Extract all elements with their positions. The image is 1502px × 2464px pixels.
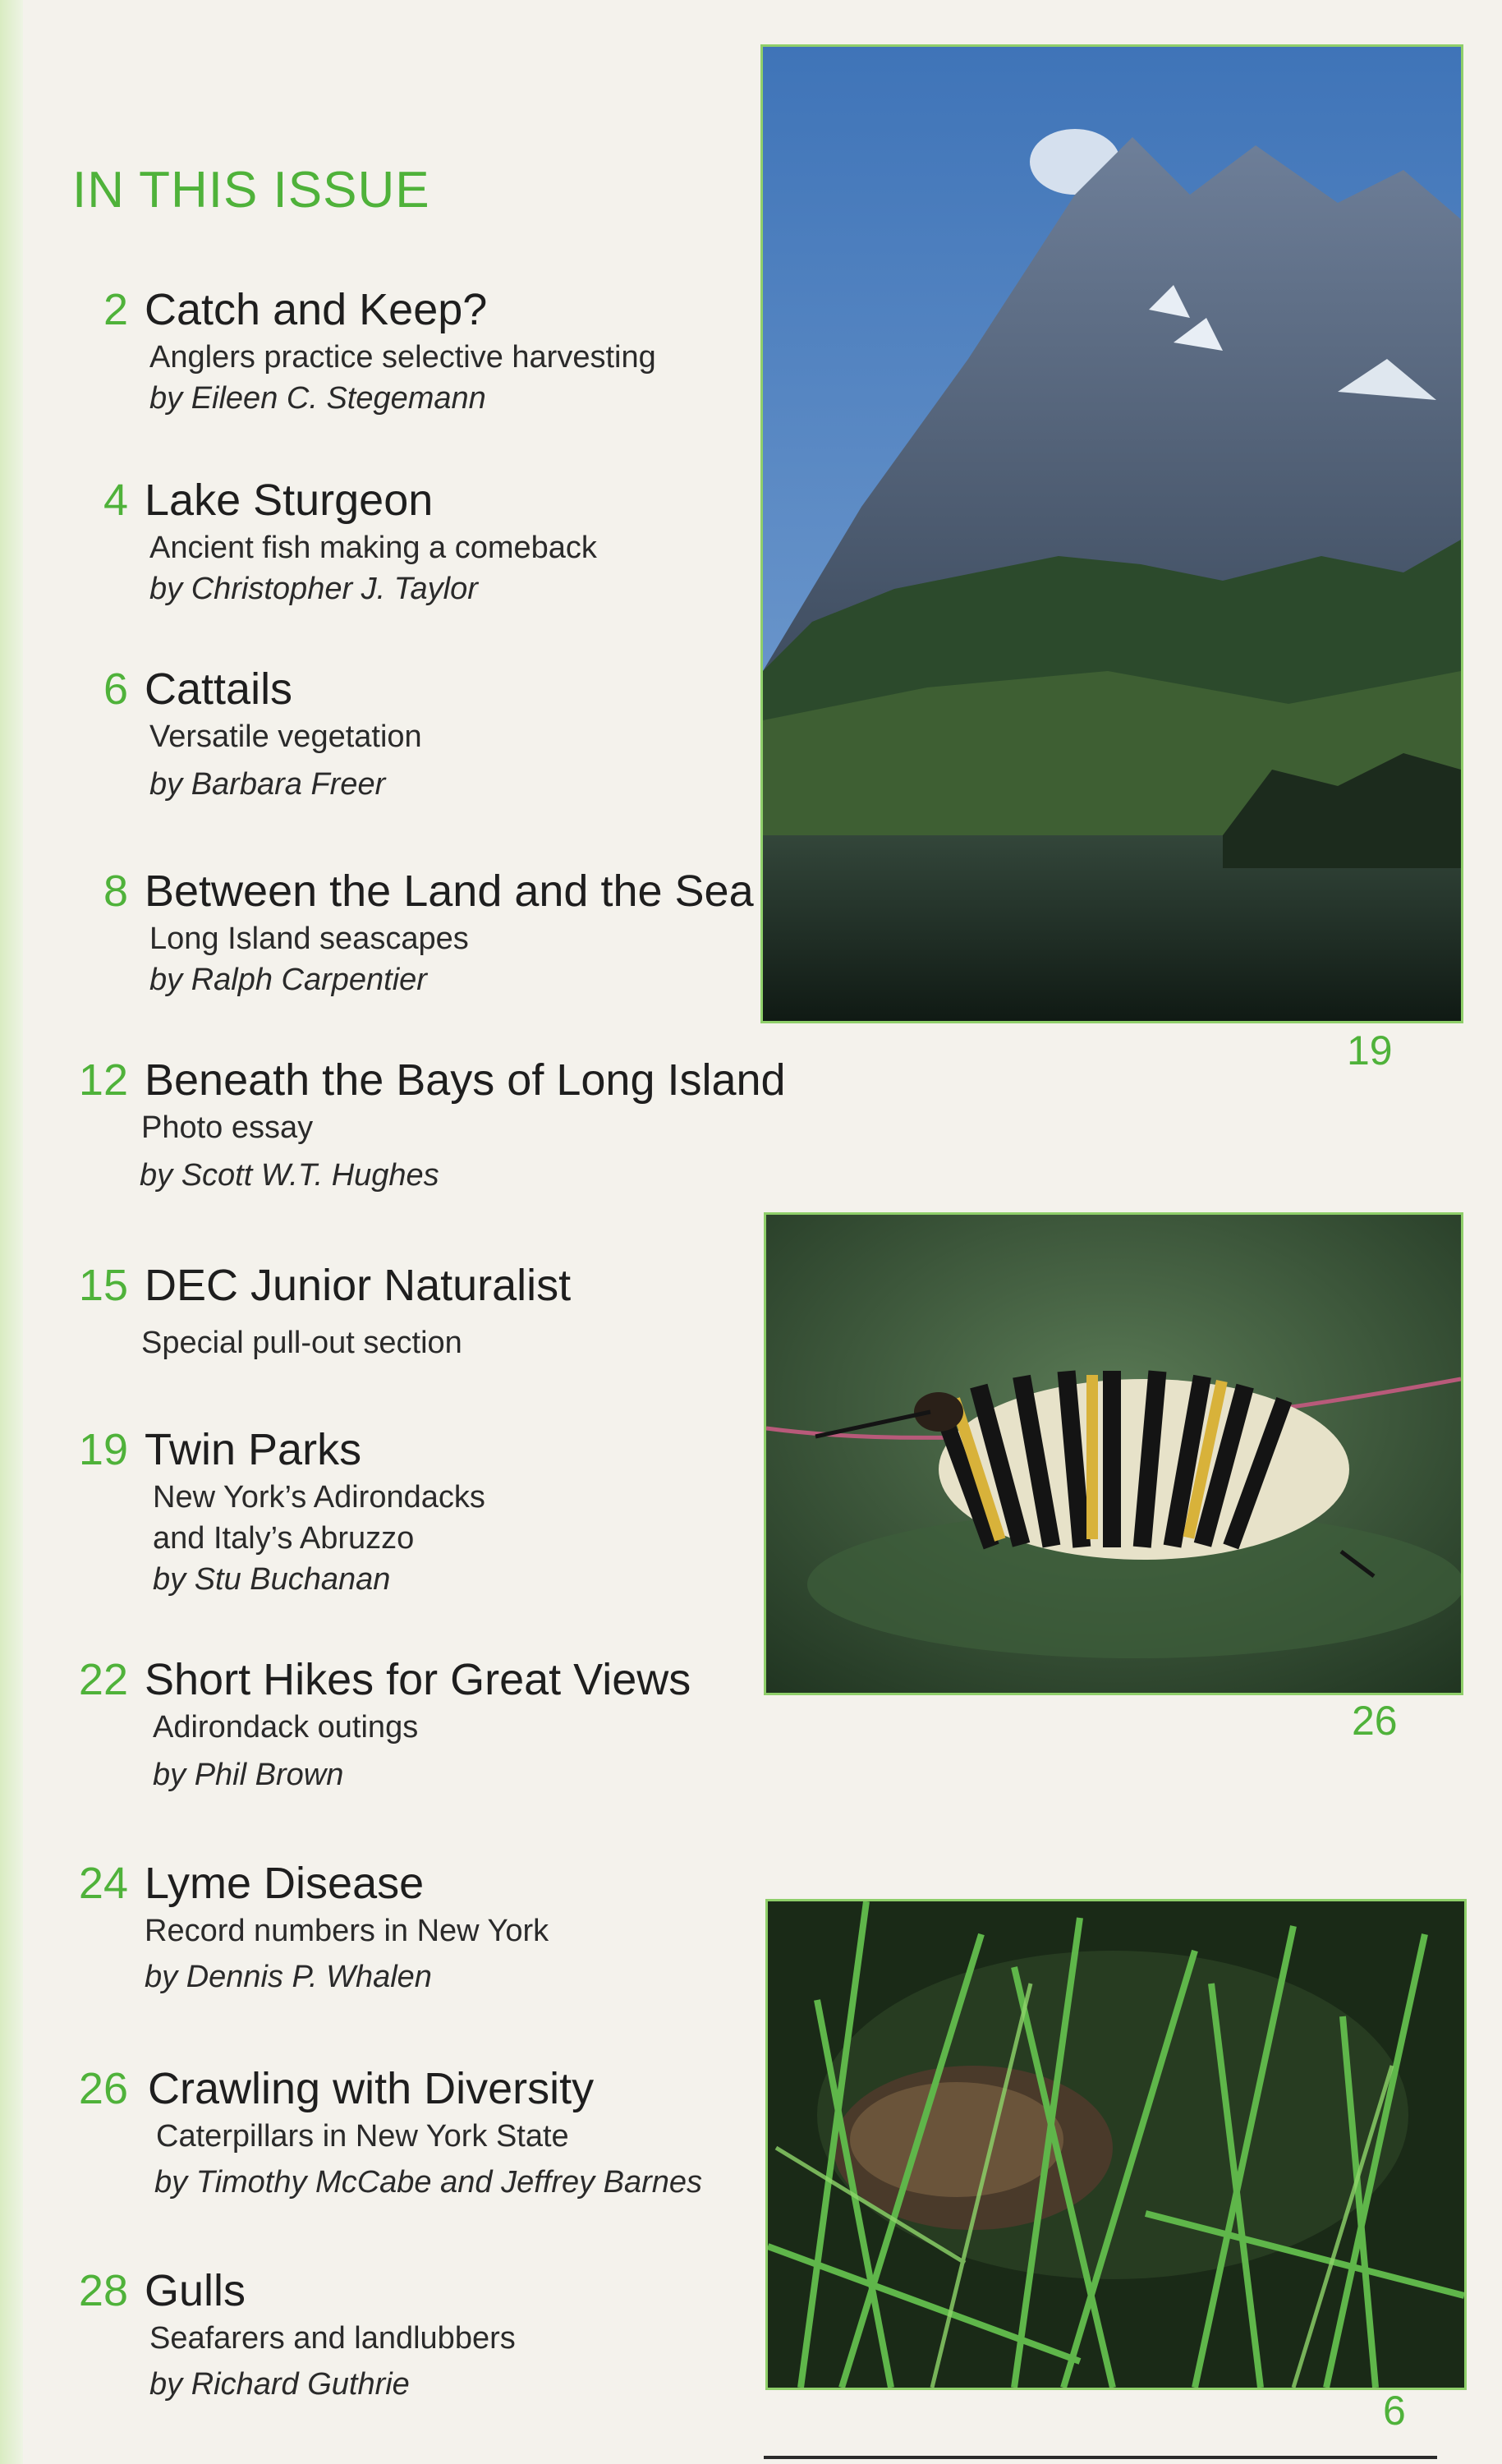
page-number: 22	[78, 1655, 128, 1704]
article-author: by Christopher J. Taylor	[149, 572, 478, 606]
page-number: 19	[78, 1425, 128, 1474]
mountain-lake-photo	[760, 44, 1463, 1023]
article-subtitle: Seafarers and landlubbers	[149, 2321, 516, 2356]
section-heading: IN THIS ISSUE	[72, 162, 430, 218]
article-subtitle: Adirondack outings	[153, 1710, 419, 1745]
article-subtitle: Long Island seascapes	[149, 922, 469, 956]
article-subtitle: Record numbers in New York	[145, 1914, 549, 1948]
mammal-photo	[765, 1899, 1467, 2390]
article-title: Gulls	[145, 2266, 246, 2315]
article-author: by Phil Brown	[153, 1758, 344, 1792]
article-title: Short Hikes for Great Views	[145, 1655, 691, 1704]
article-subtitle: Special pull-out section	[141, 1326, 462, 1360]
article-author: by Ralph Carpentier	[149, 963, 427, 997]
page-number: 2	[103, 285, 128, 334]
article-author: by Dennis P. Whalen	[145, 1960, 432, 1994]
photo-caption: 6	[1383, 2388, 1406, 2434]
article-subtitle: New York’s Adirondacks	[153, 1480, 485, 1515]
article-title: Catch and Keep?	[145, 285, 488, 334]
page-number: 6	[103, 664, 128, 714]
page-number: 26	[78, 2064, 128, 2113]
page-number: 4	[103, 476, 128, 525]
article-author: by Stu Buchanan	[153, 1562, 391, 1597]
page-number: 24	[78, 1859, 128, 1908]
article-title: Crawling with Diversity	[148, 2064, 595, 2113]
article-title: Beneath the Bays of Long Island	[145, 1055, 786, 1105]
caterpillar-photo	[764, 1212, 1463, 1695]
page-number: 8	[103, 867, 128, 916]
article-title: DEC Junior Naturalist	[145, 1261, 572, 1310]
article-subtitle: Ancient fish making a comeback	[149, 531, 597, 565]
photo-caption: 19	[1347, 1027, 1393, 1073]
article-author: by Barbara Freer	[149, 767, 386, 802]
article-title: Lake Sturgeon	[145, 476, 434, 525]
article-subtitle: Caterpillars in New York State	[156, 2119, 569, 2154]
page-number: 15	[78, 1261, 128, 1310]
page-number: 28	[78, 2266, 128, 2315]
article-author: by Eileen C. Stegemann	[149, 381, 486, 416]
article-title: Between the Land and the Sea	[145, 867, 754, 916]
article-title: Cattails	[145, 664, 293, 714]
article-title: Twin Parks	[145, 1425, 362, 1474]
article-author: by Scott W.T. Hughes	[140, 1158, 439, 1193]
article-subtitle: Photo essay	[141, 1110, 314, 1145]
article-subtitle: Anglers practice selective harvesting	[149, 340, 656, 375]
page-number: 12	[78, 1055, 128, 1105]
article-author: by Timothy McCabe and Jeffrey Barnes	[154, 2165, 703, 2200]
article-title: Lyme Disease	[145, 1859, 425, 1908]
article-author: by Richard Guthrie	[149, 2367, 410, 2402]
article-subtitle: Versatile vegetation	[149, 719, 422, 754]
divider	[764, 2456, 1437, 2459]
photo-caption: 26	[1352, 1698, 1398, 1744]
article-subtitle: and Italy’s Abruzzo	[153, 1521, 415, 1556]
